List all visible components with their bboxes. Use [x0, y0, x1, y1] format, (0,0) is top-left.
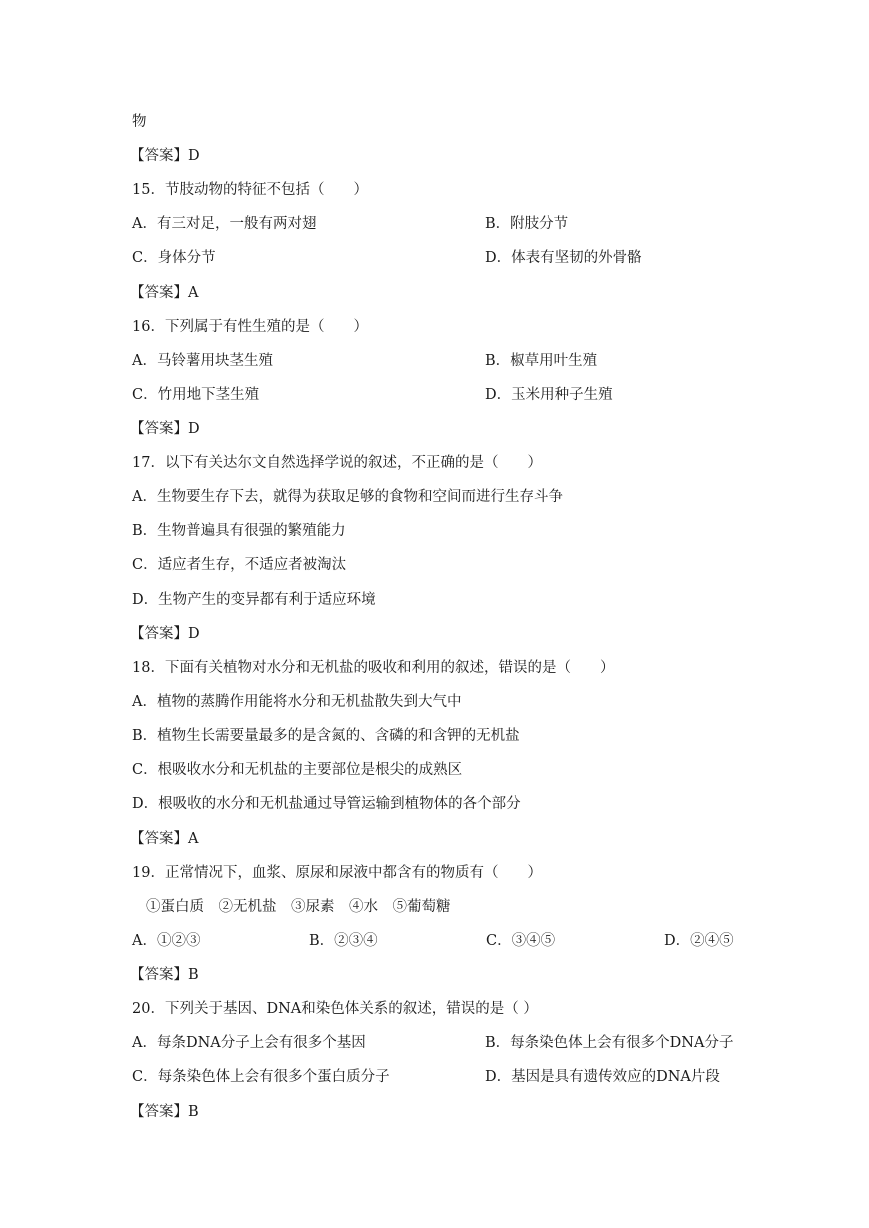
question-16-option-d: D．玉米用种子生殖 [485, 387, 613, 403]
question-17-option-c: C．适应者生存，不适应者被淘汰 [132, 557, 347, 573]
continuation-text: 物 [132, 114, 147, 130]
answer-17: 【答案】D [130, 626, 200, 642]
answer-18: 【答案】A [130, 831, 199, 847]
question-19-option-a: A．①②③ [132, 933, 201, 949]
question-18-stem: 18．下面有关植物对水分和无机盐的吸收和利用的叙述，错误的是（ ） [132, 660, 615, 676]
question-17-option-a: A．生物要生存下去，就得为获取足够的食物和空间而进行生存斗争 [132, 489, 563, 505]
question-19-substances: ①蛋白质 ②无机盐 ③尿素 ④水 ⑤葡萄糖 [146, 899, 451, 915]
question-15-option-c: C．身体分节 [132, 250, 216, 266]
question-20-option-d: D．基因是具有遗传效应的DNA片段 [485, 1069, 720, 1085]
question-20-option-c: C．每条染色体上会有很多个蛋白质分子 [132, 1069, 390, 1085]
question-15-stem: 15．节肢动物的特征不包括（ ） [132, 182, 368, 198]
question-19-option-b: B．②③④ [309, 933, 378, 949]
question-18-option-d: D．根吸收的水分和无机盐通过导管运输到植物体的各个部分 [132, 796, 521, 812]
question-15-option-d: D．体表有坚韧的外骨骼 [485, 250, 642, 266]
question-20-stem: 20．下列关于基因、DNA和染色体关系的叙述，错误的是（ ） [132, 1001, 538, 1017]
question-17-option-b: B．生物普遍具有很强的繁殖能力 [132, 523, 346, 539]
question-17-stem: 17．以下有关达尔文自然选择学说的叙述，不正确的是（ ） [132, 455, 542, 471]
question-16-stem: 16．下列属于有性生殖的是（ ） [132, 319, 368, 335]
question-16-option-a: A．马铃薯用块茎生殖 [132, 353, 273, 369]
question-18-option-c: C．根吸收水分和无机盐的主要部位是根尖的成熟区 [132, 762, 463, 778]
answer-15: 【答案】A [130, 285, 199, 301]
answer-16: 【答案】D [130, 421, 200, 437]
question-16-option-c: C．竹用地下茎生殖 [132, 387, 260, 403]
question-20-option-b: B．每条染色体上会有很多个DNA分子 [485, 1035, 734, 1051]
question-19-option-c: C．③④⑤ [486, 933, 556, 949]
question-18-option-b: B．植物生长需要量最多的是含氮的、含磷的和含钾的无机盐 [132, 728, 520, 744]
question-15-option-a: A．有三对足，一般有两对翅 [132, 216, 317, 232]
question-20-option-a: A．每条DNA分子上会有很多个基因 [132, 1035, 366, 1051]
question-16-option-b: B．椒草用叶生殖 [485, 353, 598, 369]
question-15-option-b: B．附肢分节 [485, 216, 569, 232]
answer-14: 【答案】D [130, 148, 200, 164]
question-18-option-a: A．植物的蒸腾作用能将水分和无机盐散失到大气中 [132, 694, 462, 710]
question-19-stem: 19．正常情况下，血浆、原尿和尿液中都含有的物质有（ ） [132, 865, 542, 881]
answer-20: 【答案】B [130, 1104, 199, 1120]
question-17-option-d: D．生物产生的变异都有利于适应环境 [132, 592, 376, 608]
answer-19: 【答案】B [130, 967, 199, 983]
question-19-option-d: D．②④⑤ [664, 933, 734, 949]
